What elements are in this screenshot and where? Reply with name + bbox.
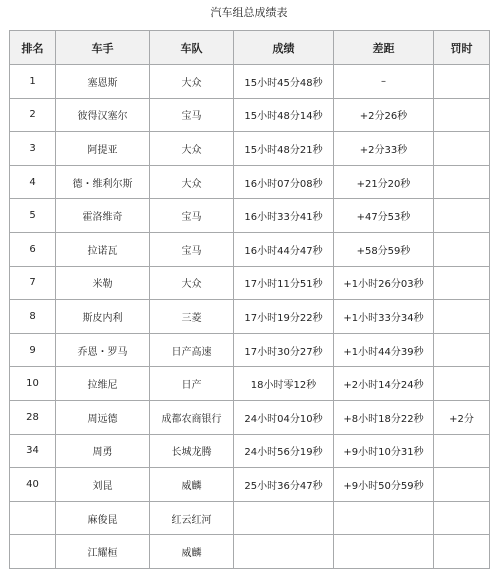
rank-cell: 10 — [10, 367, 56, 401]
rank-cell: 4 — [10, 165, 56, 199]
team-cell: 大众 — [150, 132, 234, 166]
driver-cell: 彼得汉塞尔 — [56, 98, 150, 132]
time-cell: 17小时19分22秒 — [234, 300, 334, 334]
table-body — [10, 65, 490, 569]
driver-cell: 周远德 — [56, 400, 150, 434]
gap-cell: +8小时18分22秒 — [334, 400, 434, 434]
gap-cell: +58分59秒 — [334, 232, 434, 266]
time-cell: 24小时04分10秒 — [234, 400, 334, 434]
team-cell: 威麟 — [150, 468, 234, 502]
penalty-cell — [434, 434, 490, 468]
penalty-cell: +2分 — [434, 400, 490, 434]
time-cell: 25小时36分47秒 — [234, 468, 334, 502]
table-row — [10, 535, 490, 569]
penalty-cell — [434, 199, 490, 233]
penalty-cell — [434, 232, 490, 266]
gap-cell: – — [334, 65, 434, 99]
driver-cell: 乔恩・罗马 — [56, 333, 150, 367]
penalty-cell — [434, 65, 490, 99]
team-cell: 宝马 — [150, 199, 234, 233]
gap-cell: +1小时33分34秒 — [334, 300, 434, 334]
penalty-cell — [434, 98, 490, 132]
gap-cell: +21分20秒 — [334, 165, 434, 199]
table-row — [10, 65, 490, 99]
team-cell: 成都农商银行 — [150, 400, 234, 434]
rank-cell: 28 — [10, 400, 56, 434]
header-penalty: 罚时 — [434, 31, 490, 65]
driver-cell: 米勒 — [56, 266, 150, 300]
rank-cell: 2 — [10, 98, 56, 132]
team-cell: 三菱 — [150, 300, 234, 334]
rank-cell: 8 — [10, 300, 56, 334]
header-time: 成绩 — [234, 31, 334, 65]
penalty-cell — [434, 165, 490, 199]
team-cell: 日产高速 — [150, 333, 234, 367]
gap-cell — [334, 535, 434, 569]
penalty-cell — [434, 300, 490, 334]
driver-cell: 刘昆 — [56, 468, 150, 502]
time-cell: 17小时30分27秒 — [234, 333, 334, 367]
driver-cell: 拉诺瓦 — [56, 232, 150, 266]
team-cell: 宝马 — [150, 232, 234, 266]
time-cell: 24小时56分19秒 — [234, 434, 334, 468]
driver-cell: 麻俊昆 — [56, 501, 150, 535]
header-team: 车队 — [150, 31, 234, 65]
table-row — [10, 501, 490, 535]
table-row — [10, 232, 490, 266]
driver-cell: 斯皮内利 — [56, 300, 150, 334]
gap-cell: +2小时14分24秒 — [334, 367, 434, 401]
header-rank: 排名 — [10, 31, 56, 65]
table-row — [10, 367, 490, 401]
team-cell: 大众 — [150, 165, 234, 199]
penalty-cell — [434, 535, 490, 569]
driver-cell: 周勇 — [56, 434, 150, 468]
rank-cell: 3 — [10, 132, 56, 166]
team-cell: 日产 — [150, 367, 234, 401]
table-row — [10, 98, 490, 132]
table-row — [10, 468, 490, 502]
table-row — [10, 333, 490, 367]
penalty-cell — [434, 333, 490, 367]
rank-cell — [10, 535, 56, 569]
rank-cell — [10, 501, 56, 535]
team-cell: 威麟 — [150, 535, 234, 569]
table-row — [10, 199, 490, 233]
team-cell: 大众 — [150, 266, 234, 300]
team-cell: 大众 — [150, 65, 234, 99]
time-cell: 16小时44分47秒 — [234, 232, 334, 266]
gap-cell: +2分26秒 — [334, 98, 434, 132]
header-gap: 差距 — [334, 31, 434, 65]
penalty-cell — [434, 132, 490, 166]
driver-cell: 阿提亚 — [56, 132, 150, 166]
results-table — [9, 30, 490, 569]
gap-cell: +9小时10分31秒 — [334, 434, 434, 468]
table-row — [10, 400, 490, 434]
table-row — [10, 132, 490, 166]
time-cell: 15小时48分14秒 — [234, 98, 334, 132]
time-cell: 18小时零12秒 — [234, 367, 334, 401]
table-header-row — [10, 31, 490, 65]
time-cell: 15小时48分21秒 — [234, 132, 334, 166]
time-cell — [234, 535, 334, 569]
driver-cell: 拉维尼 — [56, 367, 150, 401]
driver-cell: 霍洛维奇 — [56, 199, 150, 233]
rank-cell: 5 — [10, 199, 56, 233]
table-row — [10, 300, 490, 334]
rank-cell: 40 — [10, 468, 56, 502]
gap-cell: +9小时50分59秒 — [334, 468, 434, 502]
time-cell: 17小时11分51秒 — [234, 266, 334, 300]
penalty-cell — [434, 468, 490, 502]
rank-cell: 6 — [10, 232, 56, 266]
gap-cell: +1小时26分03秒 — [334, 266, 434, 300]
gap-cell: +47分53秒 — [334, 199, 434, 233]
time-cell: 16小时07分08秒 — [234, 165, 334, 199]
time-cell: 16小时33分41秒 — [234, 199, 334, 233]
team-cell: 长城龙腾 — [150, 434, 234, 468]
penalty-cell — [434, 367, 490, 401]
rank-cell: 34 — [10, 434, 56, 468]
rank-cell: 9 — [10, 333, 56, 367]
penalty-cell — [434, 501, 490, 535]
time-cell: 15小时45分48秒 — [234, 65, 334, 99]
driver-cell: 江耀桓 — [56, 535, 150, 569]
header-driver: 车手 — [56, 31, 150, 65]
time-cell — [234, 501, 334, 535]
rank-cell: 7 — [10, 266, 56, 300]
rank-cell: 1 — [10, 65, 56, 99]
table-row — [10, 434, 490, 468]
table-row — [10, 165, 490, 199]
gap-cell: +1小时44分39秒 — [334, 333, 434, 367]
team-cell: 红云红河 — [150, 501, 234, 535]
team-cell: 宝马 — [150, 98, 234, 132]
driver-cell: 塞恩斯 — [56, 65, 150, 99]
table-row — [10, 266, 490, 300]
driver-cell: 德・维利尔斯 — [56, 165, 150, 199]
gap-cell: +2分33秒 — [334, 132, 434, 166]
penalty-cell — [434, 266, 490, 300]
table-caption: 汽车组总成绩表 — [210, 6, 288, 19]
gap-cell — [334, 501, 434, 535]
